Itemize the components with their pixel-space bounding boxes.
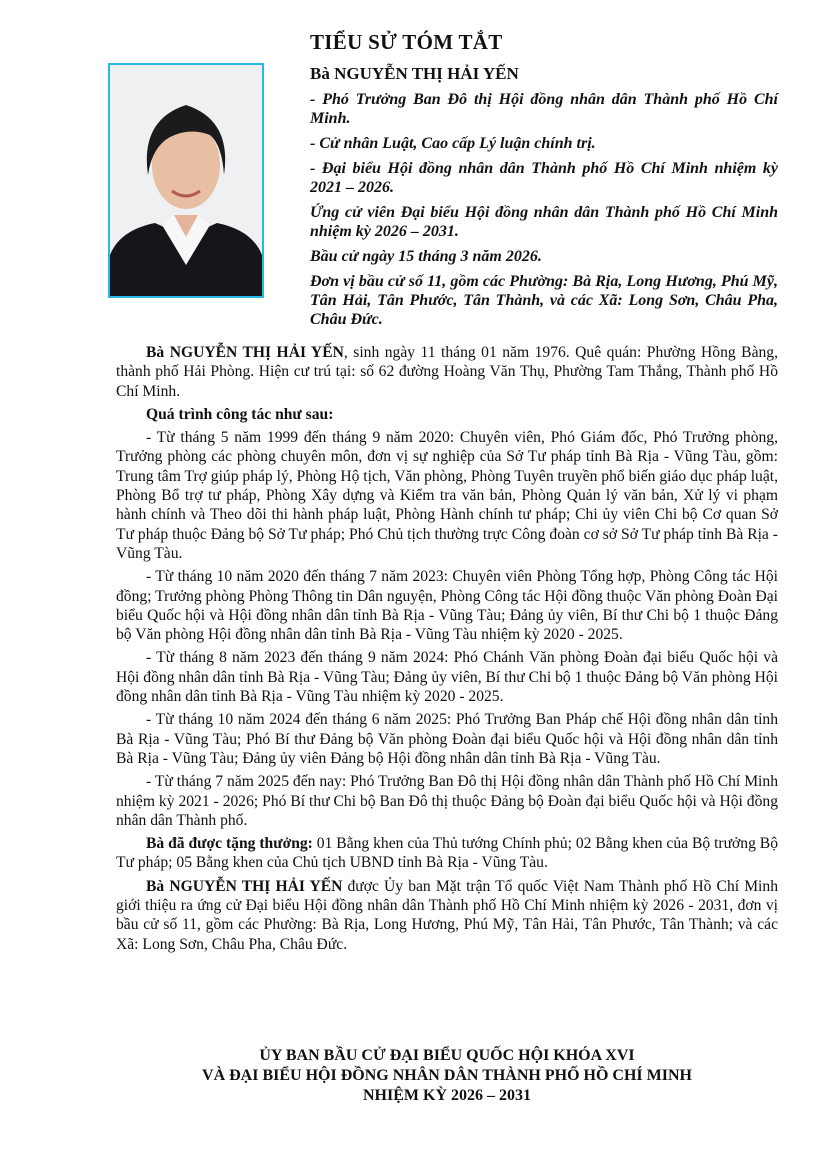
qualification: - Cử nhân Luật, Cao cấp Lý luận chính trị. [310, 135, 596, 152]
nomination-paragraph [116, 877, 778, 954]
current-position: - Phó Trưởng Ban Đô thị Hội đồng nhân dân Thành phố Hồ Chí Minh. [310, 91, 778, 127]
committee-line-1: ỦY BAN BẦU CỬ ĐẠI BIỂU QUỐC HỘI KHÓA XVI [259, 1047, 635, 1064]
career-item: - Từ tháng 8 năm 2023 đến tháng 9 năm 2024: Phó Chánh Văn phòng Đoàn đại biểu Quốc hội và Hội đồng nhân dân tỉnh Bà Rịa - Vũng Tàu; Đảng ủy viên, Bí thư Chi bộ 1 thuộc Đảng bộ Văn phòng Hội đồng nhân dân tỉnh Bà Rịa - Vũng Tàu nhiệm kỳ 2020 - 2025. [116, 649, 778, 706]
document-title: TIỂU SỬ TÓM TẮT [310, 30, 503, 54]
intro-name: Bà NGUYỄN THỊ HẢI YẾN [146, 344, 344, 361]
intro-paragraph [116, 343, 778, 401]
candidacy: Ứng cử viên Đại biểu Hội đồng nhân dân Thành phố Hồ Chí Minh nhiệm kỳ 2026 – 2031. [310, 204, 778, 240]
career-heading: Quá trình công tác như sau: [146, 405, 334, 423]
career-item: - Từ tháng 10 năm 2020 đến tháng 7 năm 2023: Chuyên viên Phòng Tổng hợp, Phòng Công tác Hội đồng; Trưởng phòng Phòng Thông tin Dân nguyện, Phòng Công tác Hội đồng thuộc Văn phòng Đoàn Đại biểu Quốc hội và Hội đồng nhân dân tỉnh Bà Rịa - Vũng Tàu; Đảng ủy viên, Bí thư Chi bộ 1 thuộc Đảng bộ Văn phòng Hội đồng nhân dân tỉnh Bà Rịa - Vũng Tàu nhiệm kỳ 2020 - 2025. [116, 568, 778, 644]
current-delegate-term: - Đại biểu Hội đồng nhân dân Thành phố Hồ Chí Minh nhiệm kỳ 2021 – 2026. [310, 160, 778, 196]
candidate-summary [310, 64, 778, 335]
career-item: - Từ tháng 5 năm 1999 đến tháng 9 năm 2020: Chuyên viên, Phó Giám đốc, Phó Trưởng phòng, Trưởng phòng các phòng chuyên môn, đơn vị sự nghiệp của Sở Tư pháp tỉnh Bà Rịa - Vũng Tàu, gồm: Trung tâm Trợ giúp pháp lý, Phòng Hộ tịch, Văn phòng, Phòng Tuyên truyền phổ biến giáo dục pháp luật, Phòng Bổ trợ tư pháp, Phòng Xây dựng và Kiểm tra văn bản, Phòng Quản lý văn bản, Xử lý vi phạm hành chính và Theo dõi thi hành pháp luật, Phòng Hành chính tư pháp; Chi ủy viên Chi bộ Cơ quan Sở Tư pháp thuộc Đảng bộ Sở Tư pháp; Phó Chủ tịch thường trực Công đoàn cơ sở Sở Tư pháp tỉnh Bà Rịa - Vũng Tàu. [116, 429, 778, 562]
awards-paragraph [116, 834, 778, 873]
career-item: - Từ tháng 7 năm 2025 đến nay: Phó Trưởng Ban Đô thị Hội đồng nhân dân Thành phố Hồ Chí Minh nhiệm kỳ 2021 - 2026; Phó Bí thư Chi bộ Ban Đô thị thuộc Đảng bộ Đoàn đại biểu Quốc hội và Hội đồng nhân dân Thành phố. [116, 773, 778, 829]
career-item: - Từ tháng 10 năm 2024 đến tháng 6 năm 2025: Phó Trưởng Ban Pháp chế Hội đồng nhân dân tỉnh Bà Rịa - Vũng Tàu; Phó Bí thư Đảng bộ Văn phòng Đoàn đại biểu Quốc hội và Hội đồng nhân dân tỉnh Bà Rịa - Vũng Tàu; Đảng ủy viên Đảng bộ Hội đồng nhân dân tỉnh Bà Rịa - Vũng Tàu. [116, 711, 778, 767]
awards-text: 01 Bằng khen của Thủ tướng Chính phủ; 02 Bằng khen của Bộ trưởng Bộ Tư pháp; 05 Bằng khen của Chủ tịch UBND tỉnh Bà Rịa - Vũng Tàu. [116, 835, 779, 872]
candidate-name: Bà NGUYỄN THỊ HẢI YẾN [310, 64, 519, 83]
issuing-committee [116, 1046, 778, 1106]
electoral-unit: Đơn vị bầu cử số 11, gồm các Phường: Bà Rịa, Long Hương, Phú Mỹ, Tân Hải, Tân Phước, Tân Thành, và các Xã: Long Sơn, Châu Pha, Châu Đức. [310, 273, 778, 328]
intro-text: , sinh ngày 11 tháng 01 năm 1976. Quê quán: Phường Hồng Bàng, thành phố Hải Phòng. Hiện cư trú tại: số 62 đường Hoàng Văn Thụ, Phường Tam Thắng, Thành phố Hồ Chí Minh. [116, 344, 778, 400]
nomination-text: được Ủy ban Mặt trận Tổ quốc Việt Nam Thành phố Hồ Chí Minh giới thiệu ra ứng cử Đại biểu Hội đồng nhân dân Thành phố Hồ Chí Minh nhiệm kỳ 2026 - 2031, đơn vị bầu cử số 11, gồm các Phường: Bà Rịa, Long Hương, Phú Mỹ, Tân Hải, Tân Phước, Tân Thành; và các Xã: Long Sơn, Châu Pha, Châu Đức. [116, 877, 778, 953]
awards-label: Bà đã được tặng thưởng: [146, 835, 313, 853]
portrait-photo [108, 63, 264, 298]
committee-line-3: NHIỆM KỲ 2026 – 2031 [363, 1087, 531, 1104]
biography-body [116, 343, 778, 958]
nomination-name: Bà NGUYỄN THỊ HẢI YẾN [146, 877, 343, 895]
committee-line-2: VÀ ĐẠI BIỂU HỘI ĐỒNG NHÂN DÂN THÀNH PHỐ HỒ CHÍ MINH [202, 1067, 692, 1084]
portrait-icon [110, 65, 262, 296]
election-date: Bầu cử ngày 15 tháng 3 năm 2026. [310, 248, 542, 265]
